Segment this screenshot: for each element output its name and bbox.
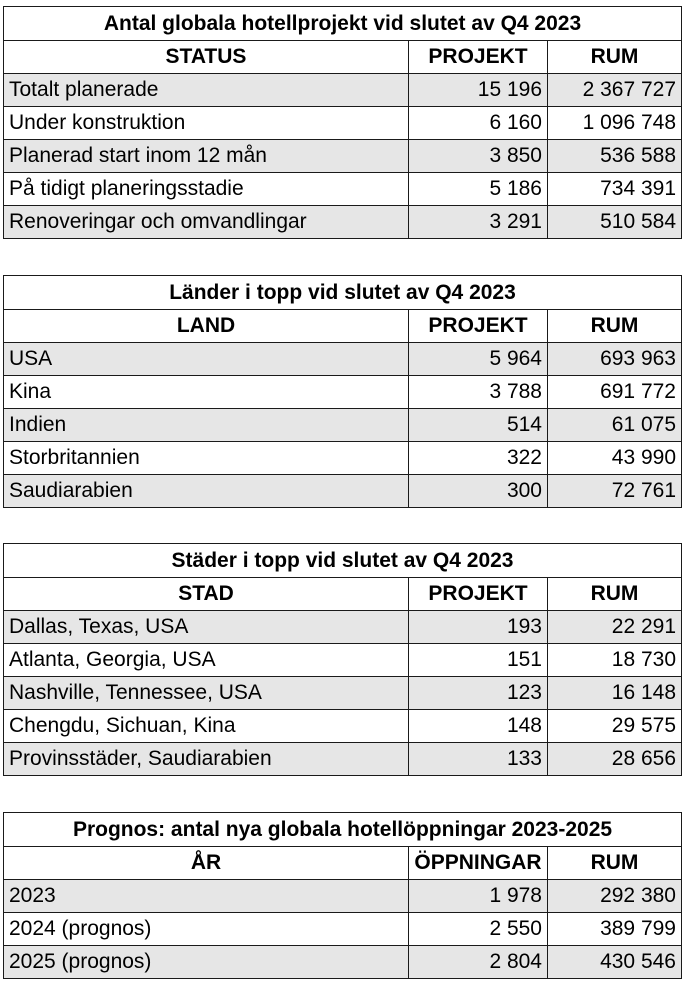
value-cell: 15 196 (409, 74, 548, 107)
data-table (3, 812, 682, 979)
table-row (4, 611, 682, 644)
column-header: PROJEKT (409, 41, 548, 74)
value-cell: 123 (409, 677, 548, 710)
row-label-cell: Storbritannien (4, 442, 409, 475)
value-cell: 61 075 (548, 409, 682, 442)
value-cell: 18 730 (548, 644, 682, 677)
value-cell: 2 367 727 (548, 74, 682, 107)
row-label-cell: Chengdu, Sichuan, Kina (4, 710, 409, 743)
value-cell: 5 964 (409, 343, 548, 376)
column-header: PROJEKT (409, 310, 548, 343)
value-cell: 1 096 748 (548, 107, 682, 140)
row-label-cell: USA (4, 343, 409, 376)
value-cell: 693 963 (548, 343, 682, 376)
column-header: ÖPPNINGAR (409, 847, 548, 880)
table-row (4, 74, 682, 107)
table-row (4, 880, 682, 913)
table-row (4, 475, 682, 508)
table-row (4, 644, 682, 677)
data-table (3, 6, 682, 239)
value-cell: 734 391 (548, 173, 682, 206)
value-cell: 148 (409, 710, 548, 743)
table-section (3, 6, 681, 239)
row-label-cell: Planerad start inom 12 mån (4, 140, 409, 173)
column-header: RUM (548, 578, 682, 611)
value-cell: 43 990 (548, 442, 682, 475)
row-label-cell: Indien (4, 409, 409, 442)
row-label-cell: Saudiarabien (4, 475, 409, 508)
table-section (3, 275, 681, 508)
row-label-cell: Dallas, Texas, USA (4, 611, 409, 644)
table-row (4, 946, 682, 979)
row-label-cell: Atlanta, Georgia, USA (4, 644, 409, 677)
value-cell: 322 (409, 442, 548, 475)
value-cell: 300 (409, 475, 548, 508)
value-cell: 193 (409, 611, 548, 644)
table-title: Antal globala hotellprojekt vid slutet av Q4 2023 (4, 7, 682, 41)
table-row (4, 140, 682, 173)
table-row (4, 376, 682, 409)
row-label-cell: På tidigt planeringsstadie (4, 173, 409, 206)
value-cell: 514 (409, 409, 548, 442)
column-header: STAD (4, 578, 409, 611)
data-table (3, 543, 682, 776)
data-table (3, 275, 682, 508)
row-label-cell: Nashville, Tennessee, USA (4, 677, 409, 710)
value-cell: 510 584 (548, 206, 682, 239)
value-cell: 16 148 (548, 677, 682, 710)
value-cell: 3 850 (409, 140, 548, 173)
value-cell: 28 656 (548, 743, 682, 776)
value-cell: 72 761 (548, 475, 682, 508)
value-cell: 389 799 (548, 913, 682, 946)
value-cell: 2 550 (409, 913, 548, 946)
table-row (4, 173, 682, 206)
row-label-cell: 2025 (prognos) (4, 946, 409, 979)
table-title: Länder i topp vid slutet av Q4 2023 (4, 276, 682, 310)
table-row (4, 913, 682, 946)
row-label-cell: Totalt planerade (4, 74, 409, 107)
column-header: RUM (548, 310, 682, 343)
value-cell: 536 588 (548, 140, 682, 173)
table-row (4, 710, 682, 743)
value-cell: 6 160 (409, 107, 548, 140)
value-cell: 292 380 (548, 880, 682, 913)
value-cell: 430 546 (548, 946, 682, 979)
row-label-cell: Under konstruktion (4, 107, 409, 140)
value-cell: 3 788 (409, 376, 548, 409)
table-row (4, 206, 682, 239)
table-row (4, 743, 682, 776)
value-cell: 3 291 (409, 206, 548, 239)
table-title: Prognos: antal nya globala hotellöppningar 2023-2025 (4, 813, 682, 847)
value-cell: 151 (409, 644, 548, 677)
row-label-cell: 2024 (prognos) (4, 913, 409, 946)
column-header: RUM (548, 41, 682, 74)
column-header: ÅR (4, 847, 409, 880)
value-cell: 22 291 (548, 611, 682, 644)
column-header: STATUS (4, 41, 409, 74)
table-section (3, 543, 681, 776)
row-label-cell: Renoveringar och omvandlingar (4, 206, 409, 239)
value-cell: 691 772 (548, 376, 682, 409)
column-header: PROJEKT (409, 578, 548, 611)
row-label-cell: Provinsstäder, Saudiarabien (4, 743, 409, 776)
table-row (4, 107, 682, 140)
value-cell: 29 575 (548, 710, 682, 743)
value-cell: 1 978 (409, 880, 548, 913)
table-row (4, 677, 682, 710)
table-row (4, 343, 682, 376)
value-cell: 133 (409, 743, 548, 776)
column-header: LAND (4, 310, 409, 343)
row-label-cell: Kina (4, 376, 409, 409)
column-header: RUM (548, 847, 682, 880)
table-row (4, 409, 682, 442)
value-cell: 2 804 (409, 946, 548, 979)
table-row (4, 442, 682, 475)
row-label-cell: 2023 (4, 880, 409, 913)
value-cell: 5 186 (409, 173, 548, 206)
table-title: Städer i topp vid slutet av Q4 2023 (4, 544, 682, 578)
table-section (3, 812, 681, 979)
